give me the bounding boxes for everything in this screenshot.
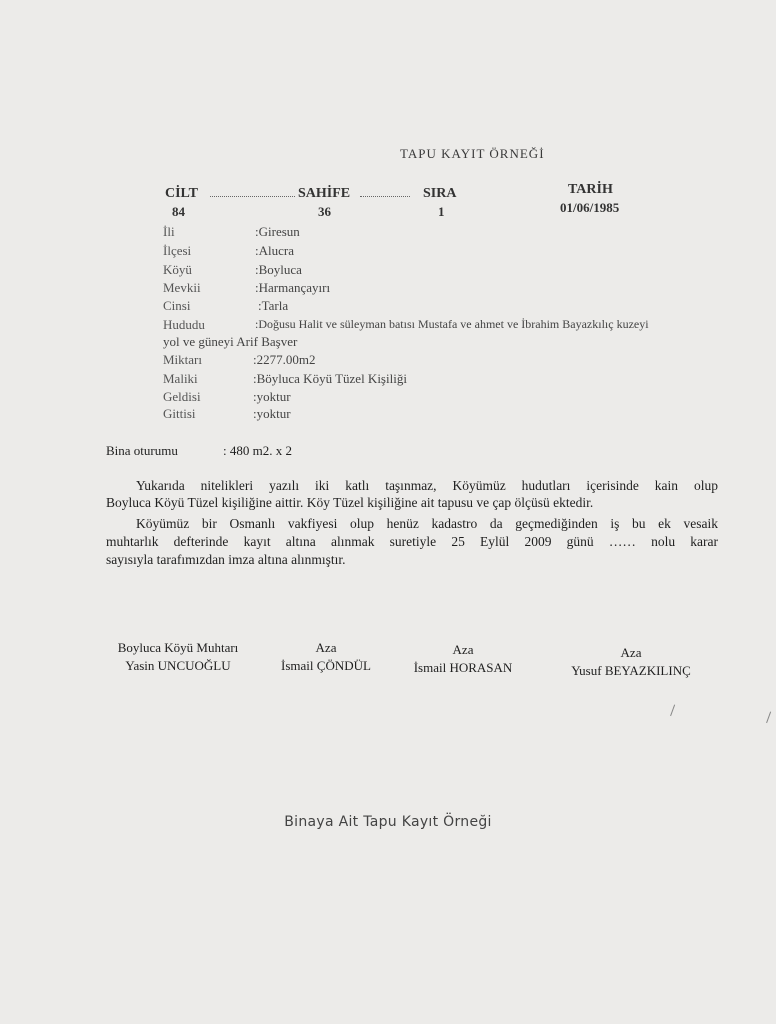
signature-name: İsmail HORASAN xyxy=(413,660,513,675)
miktari-value: :2277.00m2 xyxy=(253,352,316,367)
geldisi-label: Geldisi xyxy=(163,389,201,404)
mevkii-label: Mevkii xyxy=(163,280,201,295)
signature-block xyxy=(264,640,388,674)
tarih-label: TARİH xyxy=(568,182,613,197)
hududu-continuation: yol ve güneyi Arif Başver xyxy=(163,334,298,349)
ili-label: İli xyxy=(163,224,175,239)
ili-value: :Giresun xyxy=(255,224,300,239)
cinsi-value: :Tarla xyxy=(258,298,289,313)
sahife-value: 36 xyxy=(318,204,331,219)
paragraph-1-line-1: Yukarıda nitelikleri yazılı iki katlı taşınmaz, Köyümüz hudutları içerisinde kain olup xyxy=(136,478,718,493)
koyu-value: :Boyluca xyxy=(255,262,302,277)
cinsi-label: Cinsi xyxy=(163,298,191,313)
mevkii-value: :Harmançayırı xyxy=(255,280,331,295)
signature-role: Aza xyxy=(315,640,337,655)
ilcesi-label: İlçesi xyxy=(163,243,192,258)
paragraph-1-line-2: Boyluca Köyü Tüzel kişiliğine aittir. Köy Tüzel kişiliğine ait tapusu ve çap ölçüsü ektedir. xyxy=(106,495,594,510)
paragraph-2-line-1: Köyümüz bir Osmanlı vakfiyesi olup henüz kadastro da geçmediğinden iş bu ek vesaik xyxy=(136,516,718,531)
geldisi-value: :yoktur xyxy=(253,389,291,404)
hududu-label: Hududu xyxy=(163,317,205,332)
header-divider xyxy=(360,196,410,197)
miktari-label: Miktarı xyxy=(163,352,202,367)
signature-name: İsmail ÇÖNDÜL xyxy=(281,658,371,673)
sahife-label: SAHİFE xyxy=(298,186,351,201)
sira-value: 1 xyxy=(438,204,445,219)
scan-mark xyxy=(766,712,775,725)
document-title: TAPU KAYIT ÖRNEĞİ xyxy=(400,146,545,161)
gittisi-value: :yoktur xyxy=(253,406,291,421)
signature-role: Aza xyxy=(620,645,642,660)
ilcesi-value: :Alucra xyxy=(255,243,294,258)
signature-role: Aza xyxy=(452,642,474,657)
bina-oturumu-value: : 480 m2. x 2 xyxy=(223,443,292,458)
bina-oturumu-label: Bina oturumu xyxy=(106,443,178,458)
maliki-value: :Böyluca Köyü Tüzel Kişiliği xyxy=(253,371,407,386)
koyu-label: Köyü xyxy=(163,262,192,277)
paragraph-2-line-2: muhtarlık defterinde kayıt altına alınmak suretiyle 25 Eylül 2009 günü …… nolu karar xyxy=(106,534,718,549)
header-divider xyxy=(210,196,295,197)
cilt-label: CİLT xyxy=(165,186,198,201)
scan-mark xyxy=(670,705,679,718)
maliki-label: Maliki xyxy=(163,371,198,386)
paragraph-2-line-3: sayısıyla tarafımızdan imza altına alınmıştır. xyxy=(106,552,346,567)
signature-block xyxy=(100,640,256,674)
tarih-value: 01/06/1985 xyxy=(560,200,620,215)
signature-name: Yasin UNCUOĞLU xyxy=(125,658,231,673)
cilt-value: 84 xyxy=(172,204,185,219)
signature-role: Boyluca Köyü Muhtarı xyxy=(117,640,239,655)
sira-label: SIRA xyxy=(423,186,457,201)
signature-name: Yusuf BEYAZKILINÇ xyxy=(571,663,691,678)
signature-block xyxy=(396,642,530,676)
gittisi-label: Gittisi xyxy=(163,406,196,421)
hududu-value: :Doğusu Halit ve süleyman batısı Mustafa ve ahmet ve İbrahim Bayazkılıç kuzeyi xyxy=(255,317,649,331)
footer-caption: Binaya Ait Tapu Kayıt Örneği xyxy=(284,814,492,830)
signature-block xyxy=(548,645,714,679)
